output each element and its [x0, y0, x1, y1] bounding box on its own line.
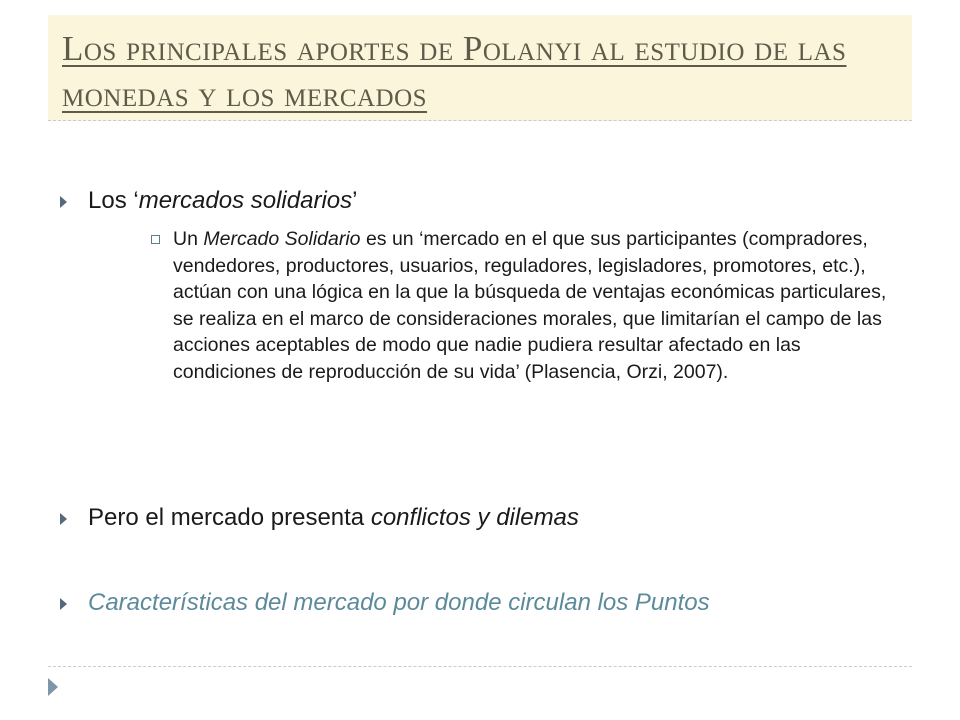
triangle-bullet-icon: [60, 513, 67, 525]
definition-prefix: Un: [173, 228, 204, 250]
bullet-emphasis: mercados solidarios: [138, 187, 353, 214]
bullet-emphasis: conflictos y dilemas: [370, 504, 579, 531]
bullet-conflictos: [88, 503, 579, 533]
square-bullet-icon: [151, 235, 160, 244]
triangle-bullet-icon: [60, 196, 67, 208]
definition-body: es un ‘mercado en el que sus participantes (compradores, vendedores, productores, usuarios, reguladores, legisladores, promotores, etc.), actúan con una lógica en la que la búsqueda de ventajas económicas particulares, se realiza en el marco de consideraciones morales, que limitarían el campo de las acciones aceptables de modo que nadie pudiera resultar afectado en las condiciones de reproducción de su vida’ (Plasencia, Orzi, 2007).: [173, 228, 887, 383]
footer-divider: [48, 666, 912, 667]
triangle-nav-icon: [48, 678, 58, 696]
sub-bullet-definition: [173, 226, 893, 386]
bullet-mercados-solidarios: [88, 186, 357, 216]
definition-term: Mercado Solidario: [203, 228, 361, 250]
slide-title: Los principales aportes de Polanyi al estudio de las monedas y los mercados: [62, 29, 847, 114]
triangle-bullet-icon: [60, 598, 67, 610]
bullet-text: Los ‘: [88, 187, 139, 214]
bullet-text: Pero el mercado presenta: [88, 504, 371, 531]
bullet-text-close: ’: [352, 187, 358, 214]
bullet-caracteristicas: Características del mercado por donde circulan los Puntos: [88, 589, 710, 616]
title-divider: [48, 120, 912, 121]
